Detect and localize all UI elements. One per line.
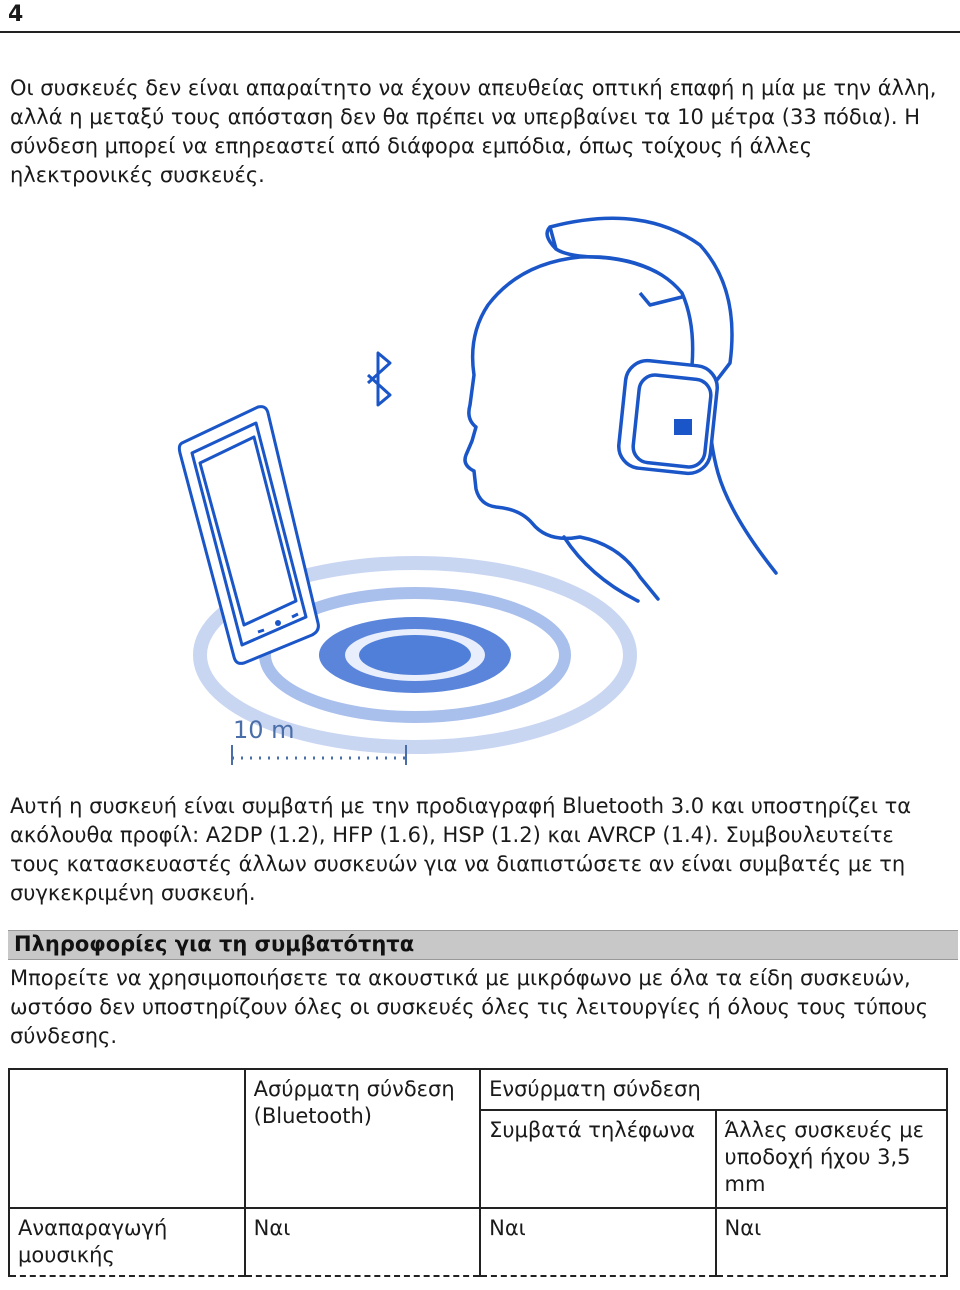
distance-label: 10 m [233,716,295,744]
subheader-other-devices: Άλλες συσκευές με υποδοχή ήχου 3,5 mm [716,1110,947,1208]
bluetooth-icon [368,353,390,405]
table-header-row [9,1069,947,1110]
page-number: 4 [8,2,24,27]
header-wired: Ενσύρματη σύνδεση [480,1069,947,1110]
row-other-value: Ναι [716,1208,947,1276]
bluetooth-illustration [170,205,790,785]
row-phones-value: Ναι [480,1208,715,1276]
row-wireless-value: Ναι [245,1208,480,1276]
intro-paragraph: Οι συσκευές δεν είναι απαραίτητο να έχουν απευθείας οπτική επαφή η μία με την άλλη, αλλά η μεταξύ τους απόσταση δεν θα πρέπει να υπερβαίνει τα 10 μέτρα (33 πόδια). Η σύνδεση μπορεί να επηρεαστεί από διάφορα εμπόδια, όπως τοίχους ή άλλες ηλεκτρονικές συσκευές. [10,76,937,187]
bluetooth-spec-paragraph: Αυτή η συσκευή είναι συμβατή με την προδιαγραφή Bluetooth 3.0 και υποστηρίζει τα ακόλουθα προφίλ: A2DP (1.2), HFP (1.6), HSP (1.2) και AVRCP (1.4). Συμβουλευτείτε τους κατασκευαστές άλλων συσκευών για να διαπιστώσετε αν είναι συμβατές με τη συγκεκριμένη συσκευή. [10,794,912,905]
headphones-illustration [547,218,732,475]
compatibility-table [8,1068,948,1277]
section-title: Πληροφορίες για τη συμβατότητα [14,932,415,956]
compatibility-paragraph: Μπορείτε να χρησιμοποιήσετε τα ακουστικά με μικρόφωνο με όλα τα είδη συσκευών, ωστόσο δεν υποστηρίζουν όλες οι συσκευές όλες τις λειτουργίες ή όλους τους τύπους σύνδεσης. [10,966,929,1048]
compatibility-section-header [8,930,958,960]
subheader-phones: Συμβατά τηλέφωνα [480,1110,715,1208]
header-divider [0,31,960,33]
row-feature: Αναπαραγωγή μουσικής [9,1208,245,1276]
table-corner-cell [9,1069,245,1208]
phone-illustration [179,407,318,664]
table-row [9,1208,947,1276]
header-wireless: Ασύρματη σύνδεση (Bluetooth) [245,1069,480,1208]
